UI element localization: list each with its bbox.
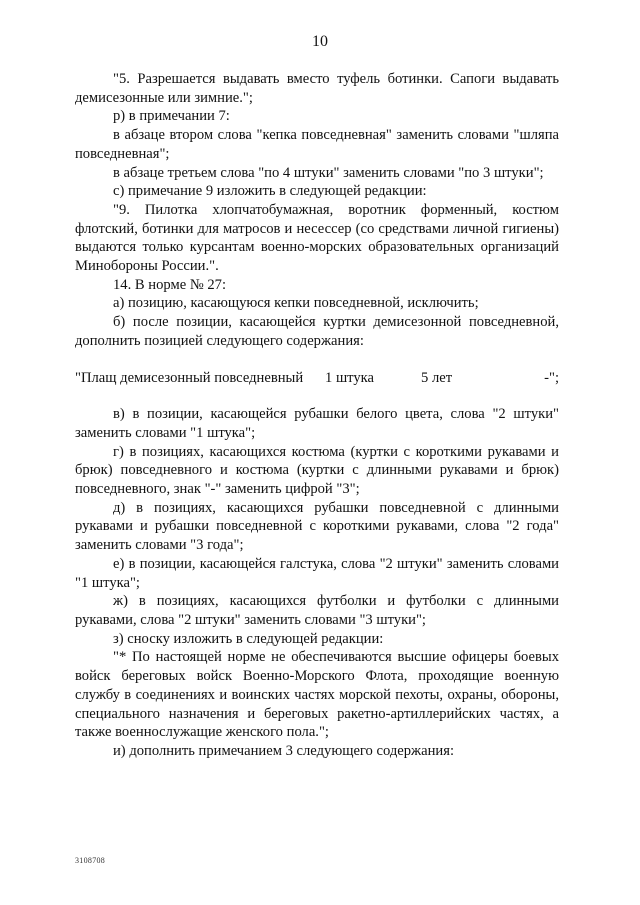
paragraph: з) сноску изложить в следующей редакции:: [113, 630, 384, 647]
page-number: 10: [312, 33, 328, 50]
paragraph: г) в позициях, касающихся костюма (куртки с короткими рукавами и брюк) повседневного и костюма (куртки с длинными рукавами и брюк) повседневного, знак "-" заменить цифрой "3";: [75, 443, 559, 498]
paragraph: 14. В норме № 27:: [113, 276, 227, 293]
paragraph: "* По настоящей норме не обеспечиваются высшие офицеры боевых войск береговых войск Военно-Морского Флота, проходящие военную службу в соединениях и воинских частях морской пехоты, охраны, обороны, специального назначения и береговых ракетно-артиллерийских частях, а также военнослужащие женского пола.";: [75, 649, 559, 741]
paragraph: в абзаце третьем слова "по 4 штуки" заменить словами "по 3 штуки";: [113, 164, 544, 181]
paragraph: е) в позиции, касающейся галстука, слова "2 штуки" заменить словами "1 штука";: [75, 555, 559, 591]
item-quantity: 1 штука: [325, 369, 375, 386]
item-name: "Плащ демисезонный повседневный: [75, 369, 304, 386]
item-term: 5 лет: [421, 369, 453, 386]
paragraph: "5. Разрешается выдавать вместо туфель ботинки. Сапоги выдавать демисезонные или зимние.";: [75, 71, 559, 106]
document-body: [75, 70, 559, 761]
document-code: 3108708: [75, 856, 106, 865]
item-note: -";: [544, 369, 559, 386]
paragraph: а) позицию, касающуюся кепки повседневной, исключить;: [113, 295, 479, 312]
paragraph: ж) в позициях, касающихся футболки и футболки с длинными рукавами, слова "2 штуки" заменить словами "3 штуки";: [75, 593, 559, 628]
paragraph: в абзаце втором слова "кепка повседневная" заменить словами "шляпа повседневная";: [75, 127, 559, 162]
paragraph: с) примечание 9 изложить в следующей редакции:: [113, 183, 427, 200]
paragraph: б) после позиции, касающейся куртки демисезонной повседневной, дополнить позицией следующего содержания:: [75, 314, 559, 349]
paragraph: в) в позиции, касающейся рубашки белого цвета, слова "2 штуки" заменить словами "1 штука";: [75, 406, 559, 441]
paragraph: "9. Пилотка хлопчатобумажная, воротник форменный, костюм флотский, ботинки для матросов и несессер (со средствами личной гигиены) выдаются только курсантам военно-морских образовательных организаций Минобороны России.".: [75, 201, 559, 275]
paragraph: р) в примечании 7:: [113, 108, 230, 125]
paragraph: и) дополнить примечанием 3 следующего содержания:: [113, 742, 454, 759]
norm-item-row: [75, 369, 559, 388]
paragraph: д) в позициях, касающихся рубашки повседневной с длинными рукавами и рубашки повседневной с короткими рукавами, слова "2 года" заменить словами "3 года";: [75, 499, 559, 554]
